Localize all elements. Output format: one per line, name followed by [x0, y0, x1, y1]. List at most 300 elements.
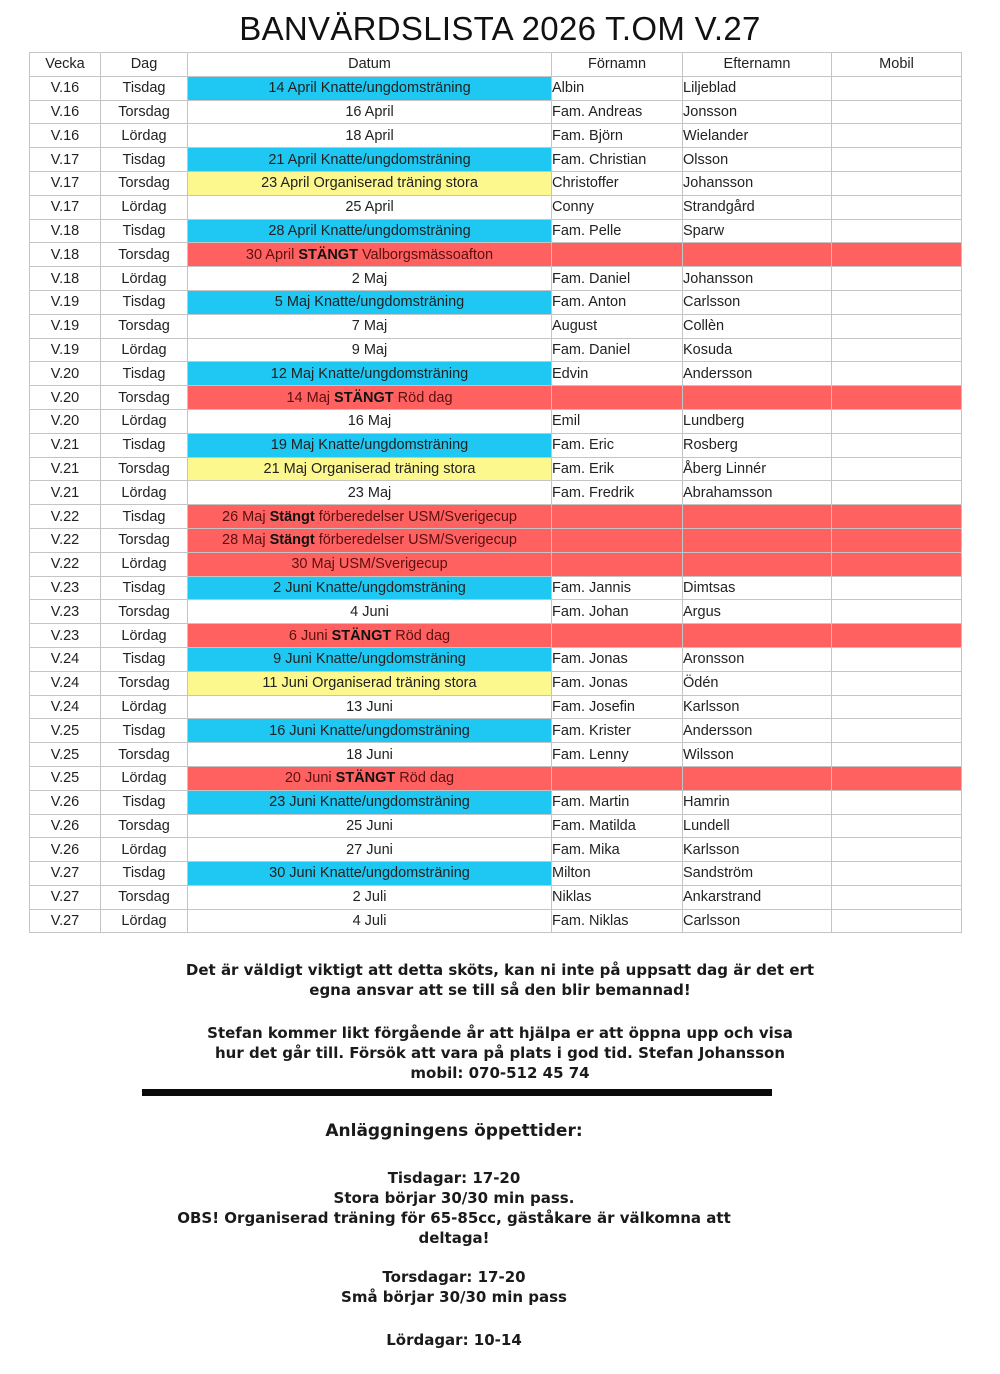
- cell-fornamn: [552, 552, 683, 576]
- table-row: [30, 814, 962, 838]
- cell-mobil: [832, 195, 962, 219]
- datum-note: förberedelser USM/Sverigecup: [314, 532, 517, 549]
- table-row: [30, 362, 962, 386]
- cell-datum: [188, 243, 552, 267]
- closed-label: Stängt: [269, 532, 315, 549]
- datum-text: 9 Juni Knatte/ungdomsträning: [273, 651, 466, 668]
- table-row: [30, 600, 962, 624]
- cell-efternamn: Abrahamsson: [683, 481, 832, 505]
- datum-text: 20 Juni: [284, 770, 336, 787]
- closed-label: STÄNGT: [334, 389, 394, 406]
- cell-mobil: [832, 814, 962, 838]
- cell-mobil: [832, 219, 962, 243]
- datum-text: 12 Maj Knatte/ungdomsträning: [270, 365, 469, 382]
- closed-label: STÄNGT: [331, 627, 392, 644]
- cell-mobil: [832, 885, 962, 909]
- cell-dag: Torsdag: [101, 457, 188, 481]
- datum-text: 21 Maj Organiserad träning stora: [263, 460, 476, 477]
- hours-saturday: [0, 1330, 908, 1350]
- cell-mobil: [832, 766, 962, 790]
- cell-mobil: [832, 576, 962, 600]
- datum-text: 18 Juni: [346, 746, 393, 763]
- cell-datum: [188, 481, 552, 505]
- cell-dag: Torsdag: [101, 171, 188, 195]
- note-line: egna ansvar att se till så den blir bemannad!: [309, 981, 691, 999]
- cell-vecka: V.27: [30, 885, 101, 909]
- closed-label: STÄNGT: [298, 246, 358, 263]
- cell-datum: [188, 814, 552, 838]
- header-dag: Dag: [101, 53, 188, 77]
- cell-mobil: [832, 457, 962, 481]
- cell-datum: [188, 314, 552, 338]
- cell-datum: [188, 171, 552, 195]
- header-mobil: Mobil: [832, 53, 962, 77]
- cell-fornamn: [552, 528, 683, 552]
- datum-text: 16 Juni Knatte/ungdomsträning: [269, 722, 470, 739]
- cell-vecka: V.23: [30, 600, 101, 624]
- datum-text: 6 Juni: [288, 627, 332, 644]
- datum-text: 23 Maj: [347, 484, 392, 501]
- table-row: [30, 124, 962, 148]
- cell-mobil: [832, 552, 962, 576]
- cell-efternamn: Karlsson: [683, 695, 832, 719]
- table-row: [30, 552, 962, 576]
- cell-fornamn: Fam. Erik: [552, 457, 683, 481]
- cell-vecka: V.23: [30, 624, 101, 648]
- datum-text: 21 April Knatte/ungdomsträning: [268, 151, 471, 168]
- table-row: [30, 743, 962, 767]
- cell-efternamn: Liljeblad: [683, 76, 832, 100]
- cell-dag: Lördag: [101, 695, 188, 719]
- datum-note: Röd dag: [395, 770, 455, 787]
- table-row: [30, 624, 962, 648]
- cell-vecka: V.19: [30, 314, 101, 338]
- header-datum: Datum: [188, 53, 552, 77]
- cell-datum: [188, 100, 552, 124]
- cell-mobil: [832, 719, 962, 743]
- cell-efternamn: Sparw: [683, 219, 832, 243]
- cell-vecka: V.23: [30, 576, 101, 600]
- cell-vecka: V.26: [30, 814, 101, 838]
- table-row: [30, 457, 962, 481]
- note-line: Stefan kommer likt förgående år att hjälpa er att öppna upp och visa: [207, 1024, 793, 1042]
- cell-vecka: V.16: [30, 76, 101, 100]
- header-vecka: Vecka: [30, 53, 101, 77]
- cell-datum: [188, 647, 552, 671]
- cell-dag: Tisdag: [101, 505, 188, 529]
- table-row: [30, 885, 962, 909]
- cell-datum: [188, 219, 552, 243]
- table-row: [30, 76, 962, 100]
- cell-dag: Torsdag: [101, 243, 188, 267]
- cell-mobil: [832, 267, 962, 291]
- table-row: [30, 766, 962, 790]
- cell-fornamn: Fam. Daniel: [552, 338, 683, 362]
- cell-datum: [188, 409, 552, 433]
- cell-datum: [188, 909, 552, 933]
- cell-fornamn: Fam. Fredrik: [552, 481, 683, 505]
- cell-dag: Tisdag: [101, 76, 188, 100]
- cell-efternamn: Collèn: [683, 314, 832, 338]
- cell-efternamn: Rosberg: [683, 433, 832, 457]
- datum-text: 28 Maj: [222, 532, 270, 549]
- cell-efternamn: Lundell: [683, 814, 832, 838]
- cell-datum: [188, 719, 552, 743]
- stefan-note: [0, 1023, 1000, 1083]
- table-row: [30, 148, 962, 172]
- cell-mobil: [832, 624, 962, 648]
- cell-fornamn: Fam. Johan: [552, 600, 683, 624]
- cell-dag: Lördag: [101, 766, 188, 790]
- cell-efternamn: Ankarstrand: [683, 885, 832, 909]
- cell-dag: Tisdag: [101, 790, 188, 814]
- datum-text: 2 Juli: [352, 889, 387, 906]
- note-line: hur det går till. Försök att vara på plats i god tid. Stefan Johansson: [214, 1044, 785, 1062]
- table-row: [30, 528, 962, 552]
- cell-vecka: V.20: [30, 409, 101, 433]
- cell-efternamn: Andersson: [683, 719, 832, 743]
- schedule-table: [29, 52, 962, 933]
- hours-line: OBS! Organiserad träning för 65-85cc, gäståkare är välkomna att: [177, 1209, 731, 1227]
- closed-label: STÄNGT: [335, 770, 396, 787]
- cell-vecka: V.16: [30, 100, 101, 124]
- divider: [142, 1089, 772, 1096]
- cell-fornamn: Fam. Björn: [552, 124, 683, 148]
- cell-dag: Tisdag: [101, 862, 188, 886]
- hours-line: Lördagar: 10-14: [386, 1331, 522, 1349]
- cell-fornamn: [552, 766, 683, 790]
- cell-dag: Tisdag: [101, 148, 188, 172]
- cell-efternamn: Hamrin: [683, 790, 832, 814]
- cell-dag: Tisdag: [101, 219, 188, 243]
- cell-dag: Lördag: [101, 338, 188, 362]
- cell-efternamn: Johansson: [683, 171, 832, 195]
- cell-fornamn: [552, 243, 683, 267]
- cell-mobil: [832, 290, 962, 314]
- datum-text: 14 Maj: [286, 389, 335, 406]
- cell-datum: [188, 362, 552, 386]
- cell-efternamn: Jonsson: [683, 100, 832, 124]
- cell-datum: [188, 386, 552, 410]
- datum-note: Röd dag: [391, 627, 451, 644]
- cell-datum: [188, 790, 552, 814]
- cell-fornamn: Fam. Niklas: [552, 909, 683, 933]
- datum-text: 2 Maj: [351, 270, 388, 287]
- cell-vecka: V.25: [30, 719, 101, 743]
- cell-vecka: V.17: [30, 195, 101, 219]
- cell-mobil: [832, 505, 962, 529]
- cell-fornamn: Fam. Pelle: [552, 219, 683, 243]
- cell-dag: Lördag: [101, 624, 188, 648]
- table-row: [30, 481, 962, 505]
- page-title: BANVÄRDSLISTA 2026 T.OM V.27: [239, 10, 761, 47]
- cell-mobil: [832, 695, 962, 719]
- cell-efternamn: Carlsson: [683, 290, 832, 314]
- cell-mobil: [832, 124, 962, 148]
- table-row: [30, 171, 962, 195]
- cell-vecka: V.18: [30, 243, 101, 267]
- cell-dag: Tisdag: [101, 290, 188, 314]
- table-row: [30, 838, 962, 862]
- cell-datum: [188, 862, 552, 886]
- cell-mobil: [832, 528, 962, 552]
- table-row: [30, 719, 962, 743]
- cell-mobil: [832, 100, 962, 124]
- cell-efternamn: [683, 528, 832, 552]
- table-row: [30, 338, 962, 362]
- cell-datum: [188, 457, 552, 481]
- cell-mobil: [832, 148, 962, 172]
- cell-vecka: V.21: [30, 481, 101, 505]
- datum-note: förberedelser USM/Sverigecup: [314, 508, 517, 525]
- table-row: [30, 219, 962, 243]
- hours-line: Små börjar 30/30 min pass: [341, 1288, 567, 1306]
- table-row: [30, 267, 962, 291]
- cell-fornamn: Fam. Josefin: [552, 695, 683, 719]
- cell-efternamn: Johansson: [683, 267, 832, 291]
- closed-label: Stängt: [269, 508, 315, 525]
- table-row: [30, 243, 962, 267]
- cell-mobil: [832, 409, 962, 433]
- cell-mobil: [832, 743, 962, 767]
- cell-vecka: V.19: [30, 338, 101, 362]
- cell-vecka: V.25: [30, 766, 101, 790]
- cell-efternamn: [683, 552, 832, 576]
- datum-text: 11 Juni Organiserad träning stora: [262, 675, 477, 692]
- table-header-row: [30, 53, 962, 77]
- cell-vecka: V.18: [30, 219, 101, 243]
- table-row: [30, 195, 962, 219]
- cell-mobil: [832, 386, 962, 410]
- table-row: [30, 409, 962, 433]
- cell-dag: Lördag: [101, 481, 188, 505]
- cell-fornamn: Christoffer: [552, 171, 683, 195]
- cell-fornamn: Conny: [552, 195, 683, 219]
- cell-efternamn: [683, 243, 832, 267]
- datum-text: 4 Juli: [352, 913, 387, 930]
- cell-mobil: [832, 600, 962, 624]
- cell-vecka: V.26: [30, 790, 101, 814]
- datum-text: 19 Maj Knatte/ungdomsträning: [270, 437, 469, 454]
- cell-vecka: V.21: [30, 457, 101, 481]
- cell-fornamn: Milton: [552, 862, 683, 886]
- table-row: [30, 909, 962, 933]
- table-row: [30, 100, 962, 124]
- datum-text: 28 April Knatte/ungdomsträning: [268, 222, 471, 239]
- cell-datum: [188, 338, 552, 362]
- cell-mobil: [832, 314, 962, 338]
- table-row: [30, 386, 962, 410]
- datum-text: 30 April: [245, 246, 299, 263]
- cell-datum: [188, 267, 552, 291]
- cell-fornamn: Fam. Andreas: [552, 100, 683, 124]
- cell-dag: Lördag: [101, 838, 188, 862]
- datum-text: 16 Maj: [347, 413, 392, 430]
- cell-dag: Lördag: [101, 267, 188, 291]
- cell-efternamn: Sandström: [683, 862, 832, 886]
- note-line: Det är väldigt viktigt att detta sköts, kan ni inte på uppsatt dag är det ert: [185, 961, 815, 979]
- cell-efternamn: Argus: [683, 600, 832, 624]
- datum-note: Röd dag: [393, 389, 453, 406]
- cell-vecka: V.22: [30, 528, 101, 552]
- hours-line: Torsdagar: 17-20: [382, 1268, 526, 1286]
- cell-datum: [188, 600, 552, 624]
- cell-dag: Torsdag: [101, 671, 188, 695]
- cell-datum: [188, 528, 552, 552]
- cell-efternamn: [683, 386, 832, 410]
- cell-dag: Tisdag: [101, 433, 188, 457]
- cell-dag: Tisdag: [101, 647, 188, 671]
- datum-text: 25 April: [345, 199, 394, 216]
- datum-text: 25 Juni: [346, 817, 393, 834]
- table-body: [30, 76, 962, 933]
- cell-fornamn: Fam. Jonas: [552, 647, 683, 671]
- cell-efternamn: Åberg Linnér: [683, 457, 832, 481]
- datum-text: 14 April Knatte/ungdomsträning: [268, 80, 471, 97]
- cell-datum: [188, 433, 552, 457]
- cell-vecka: V.27: [30, 909, 101, 933]
- cell-efternamn: [683, 766, 832, 790]
- cell-dag: Lördag: [101, 552, 188, 576]
- hours-line: deltaga!: [418, 1229, 490, 1247]
- datum-text: 26 Maj: [222, 508, 270, 525]
- cell-fornamn: Albin: [552, 76, 683, 100]
- header-efternamn: Efternamn: [683, 53, 832, 77]
- contact-phone: mobil: 070-512 45 74: [410, 1064, 590, 1082]
- cell-fornamn: Fam. Mika: [552, 838, 683, 862]
- cell-dag: Lördag: [101, 909, 188, 933]
- cell-fornamn: Fam. Krister: [552, 719, 683, 743]
- datum-text: 2 Juni Knatte/ungdomsträning: [273, 579, 466, 596]
- table-row: [30, 671, 962, 695]
- cell-efternamn: Strandgård: [683, 195, 832, 219]
- datum-text: 30 Juni Knatte/ungdomsträning: [269, 865, 470, 882]
- table-row: [30, 433, 962, 457]
- datum-text: 5 Maj Knatte/ungdomsträning: [274, 294, 465, 311]
- cell-fornamn: Fam. Jannis: [552, 576, 683, 600]
- table-row: [30, 647, 962, 671]
- cell-vecka: V.22: [30, 505, 101, 529]
- cell-mobil: [832, 76, 962, 100]
- cell-datum: [188, 671, 552, 695]
- cell-dag: Torsdag: [101, 600, 188, 624]
- table-row: [30, 576, 962, 600]
- cell-efternamn: Lundberg: [683, 409, 832, 433]
- table-row: [30, 862, 962, 886]
- cell-datum: [188, 552, 552, 576]
- datum-text: 9 Maj: [351, 341, 388, 358]
- cell-vecka: V.20: [30, 386, 101, 410]
- header-fornamn: Förnamn: [552, 53, 683, 77]
- cell-datum: [188, 624, 552, 648]
- cell-vecka: V.27: [30, 862, 101, 886]
- cell-mobil: [832, 243, 962, 267]
- cell-fornamn: Fam. Matilda: [552, 814, 683, 838]
- cell-datum: [188, 195, 552, 219]
- datum-text: 13 Juni: [346, 698, 393, 715]
- cell-efternamn: Ödén: [683, 671, 832, 695]
- cell-mobil: [832, 433, 962, 457]
- cell-efternamn: Carlsson: [683, 909, 832, 933]
- cell-dag: Torsdag: [101, 100, 188, 124]
- cell-mobil: [832, 171, 962, 195]
- cell-dag: Lördag: [101, 124, 188, 148]
- datum-text: 18 April: [345, 127, 394, 144]
- cell-fornamn: Fam. Jonas: [552, 671, 683, 695]
- table-row: [30, 505, 962, 529]
- hours-line: Tisdagar: 17-20: [387, 1169, 521, 1187]
- cell-dag: Tisdag: [101, 719, 188, 743]
- cell-datum: [188, 290, 552, 314]
- cell-datum: [188, 576, 552, 600]
- cell-fornamn: Emil: [552, 409, 683, 433]
- cell-efternamn: Wilsson: [683, 743, 832, 767]
- responsibility-note: [0, 960, 1000, 1000]
- cell-datum: [188, 148, 552, 172]
- cell-efternamn: Dimtsas: [683, 576, 832, 600]
- cell-vecka: V.17: [30, 171, 101, 195]
- cell-vecka: V.19: [30, 290, 101, 314]
- cell-efternamn: [683, 505, 832, 529]
- cell-dag: Torsdag: [101, 386, 188, 410]
- hours-tuesday: [0, 1168, 908, 1248]
- cell-fornamn: Fam. Daniel: [552, 267, 683, 291]
- opening-hours-title: Anläggningens öppettider:: [325, 1121, 583, 1141]
- cell-vecka: V.22: [30, 552, 101, 576]
- cell-mobil: [832, 647, 962, 671]
- cell-dag: Lördag: [101, 195, 188, 219]
- cell-dag: Torsdag: [101, 528, 188, 552]
- cell-fornamn: [552, 386, 683, 410]
- cell-datum: [188, 695, 552, 719]
- cell-vecka: V.24: [30, 695, 101, 719]
- cell-mobil: [832, 838, 962, 862]
- cell-mobil: [832, 671, 962, 695]
- cell-efternamn: Aronsson: [683, 647, 832, 671]
- cell-mobil: [832, 790, 962, 814]
- cell-fornamn: [552, 505, 683, 529]
- cell-dag: Torsdag: [101, 314, 188, 338]
- datum-text: 7 Maj: [351, 318, 388, 335]
- datum-text: 23 April Organiserad träning stora: [261, 175, 478, 192]
- cell-mobil: [832, 862, 962, 886]
- cell-fornamn: [552, 624, 683, 648]
- cell-fornamn: August: [552, 314, 683, 338]
- cell-efternamn: Olsson: [683, 148, 832, 172]
- cell-mobil: [832, 338, 962, 362]
- cell-vecka: V.18: [30, 267, 101, 291]
- cell-datum: [188, 766, 552, 790]
- cell-mobil: [832, 909, 962, 933]
- cell-vecka: V.26: [30, 838, 101, 862]
- datum-text: 23 Juni Knatte/ungdomsträning: [269, 794, 470, 811]
- cell-vecka: V.17: [30, 148, 101, 172]
- cell-fornamn: Fam. Anton: [552, 290, 683, 314]
- cell-fornamn: Fam. Martin: [552, 790, 683, 814]
- cell-efternamn: Kosuda: [683, 338, 832, 362]
- cell-datum: [188, 885, 552, 909]
- cell-datum: [188, 505, 552, 529]
- cell-vecka: V.21: [30, 433, 101, 457]
- table-row: [30, 790, 962, 814]
- cell-efternamn: Wielander: [683, 124, 832, 148]
- table-row: [30, 695, 962, 719]
- cell-dag: Lördag: [101, 409, 188, 433]
- cell-fornamn: Fam. Lenny: [552, 743, 683, 767]
- hours-line: Stora börjar 30/30 min pass.: [333, 1189, 575, 1207]
- datum-text: 30 Maj USM/Sverigecup: [291, 556, 448, 573]
- cell-efternamn: Karlsson: [683, 838, 832, 862]
